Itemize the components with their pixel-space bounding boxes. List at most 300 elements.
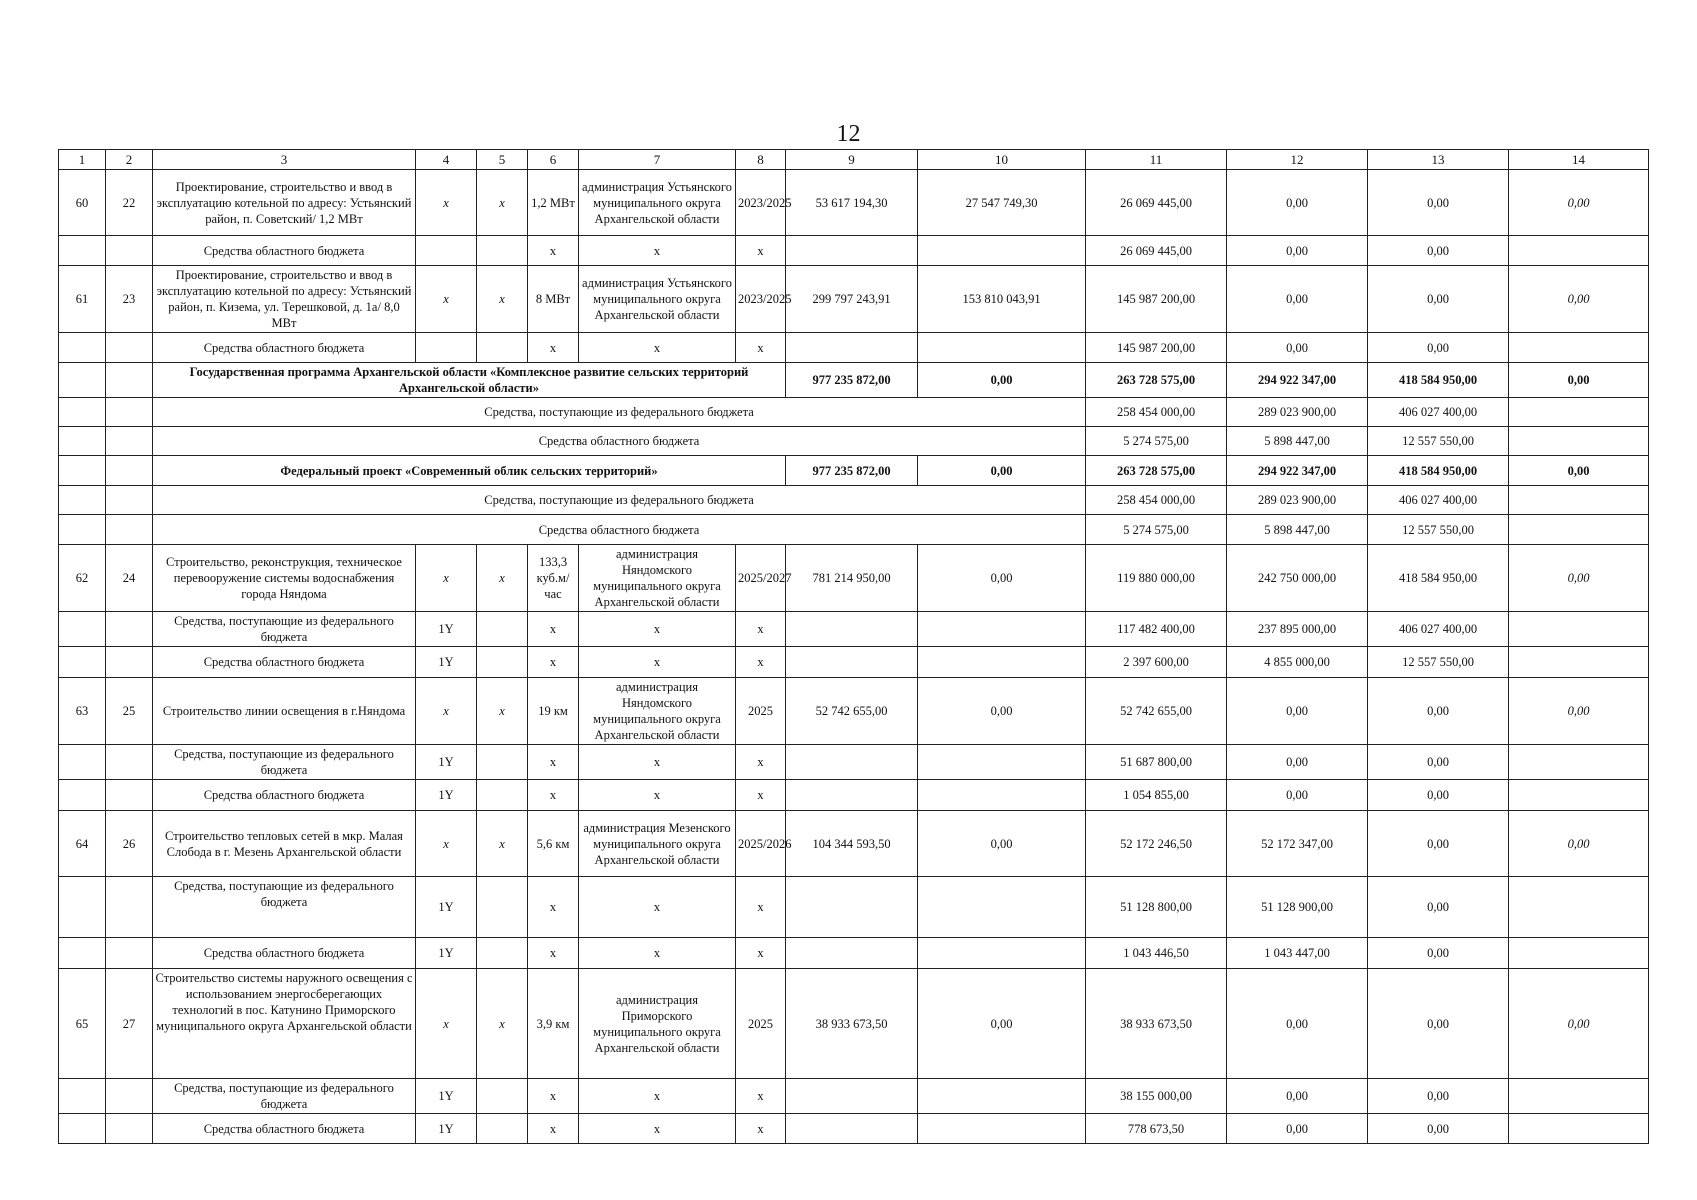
- total-cost: 977 235 872,00: [786, 363, 918, 398]
- item-number: 24: [106, 545, 153, 612]
- table-cell: [786, 236, 918, 266]
- empty-cell: [477, 780, 528, 811]
- value-2026: 294 922 347,00: [1227, 363, 1368, 398]
- value-2027: 0,00: [1368, 678, 1509, 745]
- value-2026: 5 898 447,00: [1227, 427, 1368, 456]
- empty-cell: [59, 486, 106, 515]
- table-cell: x: [579, 612, 736, 647]
- project-name: Строительство системы наружного освещения с использованием энергосберегающих технологий в пос. Катунино Приморского муниципального округа Архангельской области: [153, 969, 416, 1079]
- value-2025: 52 742 655,00: [1086, 678, 1227, 745]
- value-2025: 5 274 575,00: [1086, 515, 1227, 545]
- row-number: 63: [59, 678, 106, 745]
- table-cell: x: [528, 780, 579, 811]
- value-2027: 0,00: [1368, 745, 1509, 780]
- funding-source: Средства областного бюджета: [153, 647, 416, 678]
- value-2026: 4 855 000,00: [1227, 647, 1368, 678]
- table-cell: x: [477, 266, 528, 333]
- group-row: [59, 456, 1649, 486]
- funding-source: Средства, поступающие из федерального бюджета: [153, 1079, 416, 1114]
- table-cell: [918, 333, 1086, 363]
- funding-row: [59, 236, 1649, 266]
- table-cell: [918, 1079, 1086, 1114]
- value-2025: 1 043 446,50: [1086, 938, 1227, 969]
- project-name: Строительство тепловых сетей в мкр. Малая Слобода в г. Мезень Архангельской области: [153, 811, 416, 877]
- responsible-body: администрация Устьянского муниципального округа Архангельской области: [579, 266, 736, 333]
- period: 2025/2027: [736, 545, 786, 612]
- period: 2025: [736, 969, 786, 1079]
- value-2027: 0,00: [1368, 1079, 1509, 1114]
- empty-cell: [106, 780, 153, 811]
- value-2025: 258 454 000,00: [1086, 486, 1227, 515]
- table-cell: 1Y: [416, 745, 477, 780]
- table-cell: [1509, 1114, 1649, 1144]
- value-2026: 0,00: [1227, 1114, 1368, 1144]
- value-2025: 117 482 400,00: [1086, 612, 1227, 647]
- value-2025: 51 687 800,00: [1086, 745, 1227, 780]
- funding-row: [59, 745, 1649, 780]
- item-number: 22: [106, 170, 153, 236]
- funding-row: [59, 427, 1649, 456]
- capacity: 1,2 МВт: [528, 170, 579, 236]
- column-header: 7: [579, 150, 736, 170]
- table-cell: x: [579, 1114, 736, 1144]
- empty-cell: [477, 647, 528, 678]
- table-cell: [1509, 333, 1649, 363]
- value-2027: 0,00: [1368, 236, 1509, 266]
- empty-cell: [477, 236, 528, 266]
- funding-source: Средства, поступающие из федерального бюджета: [153, 877, 416, 938]
- empty-cell: [59, 1079, 106, 1114]
- value-2027: 0,00: [1368, 877, 1509, 938]
- total-cost: 104 344 593,50: [786, 811, 918, 877]
- table-cell: 1Y: [416, 1079, 477, 1114]
- value-2027: 0,00: [1368, 170, 1509, 236]
- table-cell: [918, 647, 1086, 678]
- value-2027: 418 584 950,00: [1368, 545, 1509, 612]
- value-2025: 1 054 855,00: [1086, 780, 1227, 811]
- project-row: [59, 170, 1649, 236]
- value-col14: 0,00: [1509, 969, 1649, 1079]
- table-cell: x: [477, 678, 528, 745]
- funding-row: [59, 486, 1649, 515]
- value-2026: 5 898 447,00: [1227, 515, 1368, 545]
- funding-source: Средства областного бюджета: [153, 236, 416, 266]
- empty-cell: [59, 456, 106, 486]
- responsible-body: администрация Няндомского муниципального округа Архангельской области: [579, 545, 736, 612]
- table-cell: x: [416, 266, 477, 333]
- table-cell: x: [528, 1079, 579, 1114]
- value-col14: 0,00: [1509, 363, 1649, 398]
- funding-source: Средства областного бюджета: [153, 427, 1086, 456]
- funding-source: Средства областного бюджета: [153, 938, 416, 969]
- empty-cell: [106, 745, 153, 780]
- empty-cell: [106, 427, 153, 456]
- prior-spent: 0,00: [918, 969, 1086, 1079]
- table-cell: x: [528, 938, 579, 969]
- column-header: 5: [477, 150, 528, 170]
- funding-row: [59, 647, 1649, 678]
- value-col14: 0,00: [1509, 545, 1649, 612]
- table-cell: x: [528, 745, 579, 780]
- empty-cell: [59, 1114, 106, 1144]
- value-2026: 0,00: [1227, 333, 1368, 363]
- table-cell: 1Y: [416, 612, 477, 647]
- column-header: 9: [786, 150, 918, 170]
- funding-row: [59, 333, 1649, 363]
- table-cell: x: [736, 745, 786, 780]
- table-cell: x: [579, 647, 736, 678]
- value-2025: 38 155 000,00: [1086, 1079, 1227, 1114]
- table-cell: [1509, 236, 1649, 266]
- total-cost: 52 742 655,00: [786, 678, 918, 745]
- empty-cell: [59, 515, 106, 545]
- funding-source: Средства, поступающие из федерального бюджета: [153, 486, 1086, 515]
- column-header: 12: [1227, 150, 1368, 170]
- table-cell: x: [736, 333, 786, 363]
- table-cell: [786, 612, 918, 647]
- funding-row: [59, 938, 1649, 969]
- empty-cell: [59, 427, 106, 456]
- total-cost: 781 214 950,00: [786, 545, 918, 612]
- empty-cell: [59, 398, 106, 427]
- empty-cell: [106, 612, 153, 647]
- table-cell: x: [528, 236, 579, 266]
- capacity: 19 км: [528, 678, 579, 745]
- prior-spent: 0,00: [918, 363, 1086, 398]
- row-number: 61: [59, 266, 106, 333]
- project-name: Проектирование, строительство и ввод в эксплуатацию котельной по адресу: Устьянский район, п. Кизема, ул. Терешковой, д. 1а/ 8,0 МВт: [153, 266, 416, 333]
- item-number: 25: [106, 678, 153, 745]
- value-2027: 418 584 950,00: [1368, 456, 1509, 486]
- empty-cell: [59, 938, 106, 969]
- project-row: [59, 969, 1649, 1079]
- value-2025: 5 274 575,00: [1086, 427, 1227, 456]
- table-cell: [786, 1114, 918, 1144]
- capacity: 133,3 куб.м/час: [528, 545, 579, 612]
- value-2026: 237 895 000,00: [1227, 612, 1368, 647]
- value-2027: 406 027 400,00: [1368, 612, 1509, 647]
- empty-cell: [106, 647, 153, 678]
- empty-cell: [106, 363, 153, 398]
- funding-source: Средства областного бюджета: [153, 780, 416, 811]
- table-cell: x: [416, 969, 477, 1079]
- value-2025: 26 069 445,00: [1086, 170, 1227, 236]
- empty-cell: [106, 398, 153, 427]
- column-header: 11: [1086, 150, 1227, 170]
- table-cell: [786, 877, 918, 938]
- value-2026: 0,00: [1227, 236, 1368, 266]
- empty-cell: [477, 612, 528, 647]
- empty-cell: [477, 877, 528, 938]
- empty-cell: [106, 1079, 153, 1114]
- table-cell: [786, 1079, 918, 1114]
- empty-cell: [59, 363, 106, 398]
- value-2025: 263 728 575,00: [1086, 456, 1227, 486]
- value-2027: 0,00: [1368, 1114, 1509, 1144]
- funding-row: [59, 398, 1649, 427]
- funding-row: [59, 612, 1649, 647]
- row-number: 62: [59, 545, 106, 612]
- table-cell: [786, 780, 918, 811]
- row-number: 64: [59, 811, 106, 877]
- project-name: Строительство линии освещения в г.Няндома: [153, 678, 416, 745]
- table-cell: x: [736, 877, 786, 938]
- value-2025: 2 397 600,00: [1086, 647, 1227, 678]
- empty-cell: [477, 938, 528, 969]
- value-2027: 12 557 550,00: [1368, 647, 1509, 678]
- funding-row: [59, 515, 1649, 545]
- table-cell: x: [736, 938, 786, 969]
- table-cell: [918, 1114, 1086, 1144]
- period: 2023/2025: [736, 266, 786, 333]
- table-cell: [1509, 612, 1649, 647]
- value-2026: 0,00: [1227, 780, 1368, 811]
- empty-cell: [59, 877, 106, 938]
- value-2027: 0,00: [1368, 811, 1509, 877]
- value-col14: 0,00: [1509, 456, 1649, 486]
- value-2026: 0,00: [1227, 678, 1368, 745]
- prior-spent: 153 810 043,91: [918, 266, 1086, 333]
- value-2025: 145 987 200,00: [1086, 266, 1227, 333]
- table-cell: 1Y: [416, 938, 477, 969]
- funding-source: Средства, поступающие из федерального бюджета: [153, 612, 416, 647]
- page-number: 12: [836, 121, 861, 147]
- table-cell: x: [736, 780, 786, 811]
- responsible-body: администрация Устьянского муниципального округа Архангельской области: [579, 170, 736, 236]
- value-2027: 418 584 950,00: [1368, 363, 1509, 398]
- project-name: Проектирование, строительство и ввод в эксплуатацию котельной по адресу: Устьянский район, п. Советский/ 1,2 МВт: [153, 170, 416, 236]
- empty-cell: [477, 333, 528, 363]
- table-cell: x: [528, 647, 579, 678]
- prior-spent: 27 547 749,30: [918, 170, 1086, 236]
- table-cell: [918, 877, 1086, 938]
- table-cell: [786, 745, 918, 780]
- total-cost: 38 933 673,50: [786, 969, 918, 1079]
- empty-cell: [59, 745, 106, 780]
- table-cell: x: [477, 545, 528, 612]
- table-cell: x: [736, 647, 786, 678]
- table-cell: x: [579, 1079, 736, 1114]
- table-cell: 1Y: [416, 780, 477, 811]
- table-cell: [1509, 745, 1649, 780]
- table-cell: x: [528, 877, 579, 938]
- prior-spent: 0,00: [918, 811, 1086, 877]
- table-cell: [918, 236, 1086, 266]
- table-cell: [786, 333, 918, 363]
- table-cell: x: [416, 545, 477, 612]
- empty-cell: [59, 647, 106, 678]
- funding-row: [59, 1114, 1649, 1144]
- column-header: 8: [736, 150, 786, 170]
- column-header: 3: [153, 150, 416, 170]
- value-2025: 263 728 575,00: [1086, 363, 1227, 398]
- project-row: [59, 678, 1649, 745]
- table-cell: x: [579, 333, 736, 363]
- value-2026: 0,00: [1227, 170, 1368, 236]
- table-cell: x: [579, 877, 736, 938]
- table-cell: x: [528, 333, 579, 363]
- value-2027: 12 557 550,00: [1368, 515, 1509, 545]
- prior-spent: 0,00: [918, 678, 1086, 745]
- table-cell: x: [416, 678, 477, 745]
- empty-cell: [106, 333, 153, 363]
- table-cell: x: [579, 236, 736, 266]
- table-cell: [1509, 780, 1649, 811]
- project-row: [59, 266, 1649, 333]
- total-cost: 299 797 243,91: [786, 266, 918, 333]
- table-cell: [918, 938, 1086, 969]
- table-cell: x: [477, 170, 528, 236]
- table-cell: x: [736, 1079, 786, 1114]
- column-header: 14: [1509, 150, 1649, 170]
- table-cell: [1509, 398, 1649, 427]
- table-cell: x: [736, 236, 786, 266]
- funding-source: Средства областного бюджета: [153, 1114, 416, 1144]
- table-cell: x: [579, 780, 736, 811]
- value-2026: 242 750 000,00: [1227, 545, 1368, 612]
- empty-cell: [106, 877, 153, 938]
- value-col14: 0,00: [1509, 678, 1649, 745]
- empty-cell: [59, 780, 106, 811]
- value-2025: 38 933 673,50: [1086, 969, 1227, 1079]
- responsible-body: администрация Мезенского муниципального округа Архангельской области: [579, 811, 736, 877]
- group-row: [59, 363, 1649, 398]
- value-2025: 778 673,50: [1086, 1114, 1227, 1144]
- budget-table: [58, 149, 1649, 1144]
- empty-cell: [106, 515, 153, 545]
- responsible-body: администрация Приморского муниципального округа Архангельской области: [579, 969, 736, 1079]
- value-2026: 0,00: [1227, 1079, 1368, 1114]
- table-cell: [1509, 427, 1649, 456]
- value-2027: 0,00: [1368, 266, 1509, 333]
- value-2026: 51 128 900,00: [1227, 877, 1368, 938]
- value-2025: 258 454 000,00: [1086, 398, 1227, 427]
- funding-row: [59, 1079, 1649, 1114]
- value-2025: 51 128 800,00: [1086, 877, 1227, 938]
- funding-row: [59, 780, 1649, 811]
- value-2027: 12 557 550,00: [1368, 427, 1509, 456]
- empty-cell: [106, 486, 153, 515]
- period: 2023/2025: [736, 170, 786, 236]
- value-2026: 0,00: [1227, 266, 1368, 333]
- header-row: [59, 150, 1649, 170]
- table-cell: [416, 333, 477, 363]
- value-2026: 289 023 900,00: [1227, 398, 1368, 427]
- value-2025: 26 069 445,00: [1086, 236, 1227, 266]
- period: 2025/2026: [736, 811, 786, 877]
- prior-spent: 0,00: [918, 545, 1086, 612]
- value-2027: 0,00: [1368, 969, 1509, 1079]
- table-cell: [918, 745, 1086, 780]
- value-col14: 0,00: [1509, 811, 1649, 877]
- value-2025: 52 172 246,50: [1086, 811, 1227, 877]
- project-row: [59, 545, 1649, 612]
- value-2026: 52 172 347,00: [1227, 811, 1368, 877]
- table-cell: [1509, 877, 1649, 938]
- funding-source: Средства, поступающие из федерального бюджета: [153, 745, 416, 780]
- table-cell: x: [477, 811, 528, 877]
- empty-cell: [59, 333, 106, 363]
- column-header: 4: [416, 150, 477, 170]
- total-cost: 977 235 872,00: [786, 456, 918, 486]
- table-cell: [786, 647, 918, 678]
- capacity: 3,9 км: [528, 969, 579, 1079]
- table-cell: [1509, 515, 1649, 545]
- table-cell: x: [528, 1114, 579, 1144]
- table-cell: x: [416, 811, 477, 877]
- table-cell: [1509, 647, 1649, 678]
- project-name: Строительство, реконструкция, техническое перевооружение системы водоснабжения города Няндома: [153, 545, 416, 612]
- table-cell: 1Y: [416, 877, 477, 938]
- empty-cell: [477, 745, 528, 780]
- value-col14: 0,00: [1509, 170, 1649, 236]
- table-cell: [786, 938, 918, 969]
- table-cell: [918, 612, 1086, 647]
- empty-cell: [106, 456, 153, 486]
- table-cell: x: [736, 1114, 786, 1144]
- table-cell: x: [416, 170, 477, 236]
- capacity: 5,6 км: [528, 811, 579, 877]
- row-number: 60: [59, 170, 106, 236]
- value-2026: 0,00: [1227, 969, 1368, 1079]
- item-number: 27: [106, 969, 153, 1079]
- column-header: 10: [918, 150, 1086, 170]
- value-2025: 145 987 200,00: [1086, 333, 1227, 363]
- item-number: 23: [106, 266, 153, 333]
- value-2027: 406 027 400,00: [1368, 398, 1509, 427]
- value-col14: 0,00: [1509, 266, 1649, 333]
- empty-cell: [477, 1079, 528, 1114]
- item-number: 26: [106, 811, 153, 877]
- project-row: [59, 811, 1649, 877]
- table-cell: [416, 236, 477, 266]
- empty-cell: [477, 1114, 528, 1144]
- empty-cell: [59, 612, 106, 647]
- value-2026: 294 922 347,00: [1227, 456, 1368, 486]
- program-title: Государственная программа Архангельской области «Комплексное развитие сельских территорий Архангельской области»: [153, 363, 786, 398]
- column-header: 2: [106, 150, 153, 170]
- table-cell: [1509, 1079, 1649, 1114]
- program-title: Федеральный проект «Современный облик сельских территорий»: [153, 456, 786, 486]
- value-2027: 406 027 400,00: [1368, 486, 1509, 515]
- column-header: 13: [1368, 150, 1509, 170]
- value-2027: 0,00: [1368, 780, 1509, 811]
- responsible-body: администрация Няндомского муниципального округа Архангельской области: [579, 678, 736, 745]
- value-2027: 0,00: [1368, 333, 1509, 363]
- column-header: 6: [528, 150, 579, 170]
- table-cell: x: [477, 969, 528, 1079]
- table-cell: 1Y: [416, 647, 477, 678]
- funding-source: Средства, поступающие из федерального бюджета: [153, 398, 1086, 427]
- capacity: 8 МВт: [528, 266, 579, 333]
- value-2026: 289 023 900,00: [1227, 486, 1368, 515]
- row-number: 65: [59, 969, 106, 1079]
- value-2026: 1 043 447,00: [1227, 938, 1368, 969]
- value-2026: 0,00: [1227, 745, 1368, 780]
- funding-source: Средства областного бюджета: [153, 333, 416, 363]
- table-cell: [918, 780, 1086, 811]
- value-2025: 119 880 000,00: [1086, 545, 1227, 612]
- empty-cell: [59, 236, 106, 266]
- table-cell: x: [579, 745, 736, 780]
- table-cell: 1Y: [416, 1114, 477, 1144]
- funding-source: Средства областного бюджета: [153, 515, 1086, 545]
- table-cell: x: [528, 612, 579, 647]
- period: 2025: [736, 678, 786, 745]
- empty-cell: [106, 1114, 153, 1144]
- prior-spent: 0,00: [918, 456, 1086, 486]
- empty-cell: [106, 938, 153, 969]
